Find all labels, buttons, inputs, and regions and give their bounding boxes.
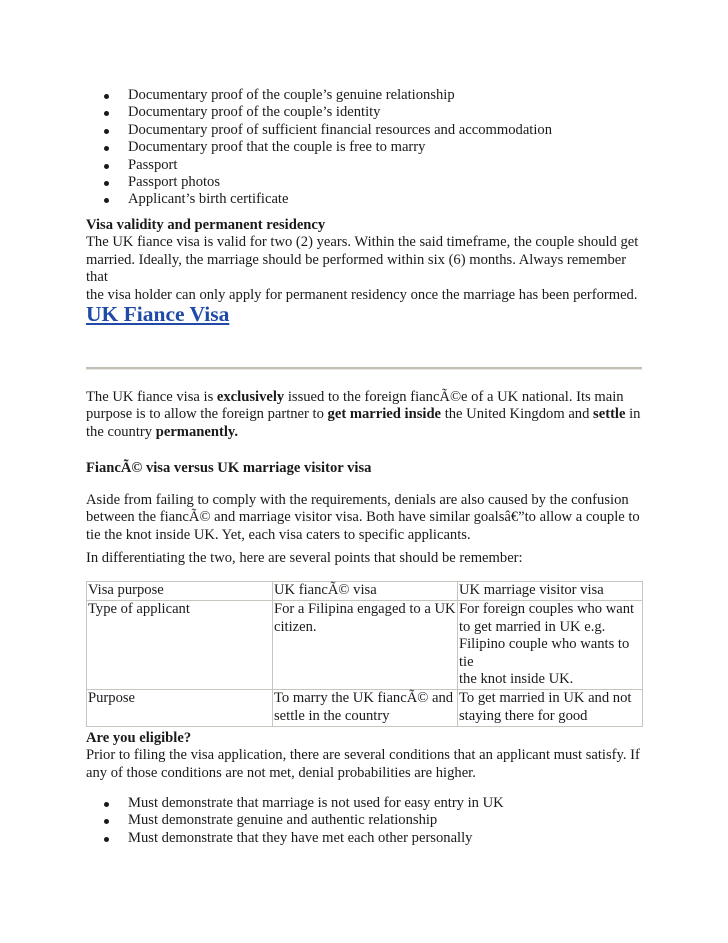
intro-line-1 [86, 389, 646, 406]
intro-line-3 [86, 424, 646, 441]
versus-line-2: between the fiancÃ© and marriage visitor visa. Both have similar goalsâ€”to allow a couple to [86, 509, 640, 526]
list-item: Passport [86, 157, 646, 174]
cell-line: To get married in UK and not [459, 690, 632, 707]
cell-line: the knot inside UK. [459, 671, 574, 688]
validity-heading: Visa validity and permanent residency [86, 217, 326, 233]
table-row [87, 690, 643, 727]
intro-emphasis: exclusively [216, 389, 285, 405]
differentiate-text: In differentiating the two, here are several points that should be remember: [86, 550, 523, 566]
validity-line-2: married. Ideally, the marriage should be performed within six (6) months. Always remember that [86, 251, 627, 286]
table-cell: Purpose [87, 690, 273, 727]
list-item: Passport photos [86, 174, 646, 191]
cell-line: For a Filipina engaged to a UK [274, 601, 456, 618]
list-item: Documentary proof of sufficient financial resources and accommodation [86, 122, 646, 139]
table-cell: Type of applicant [87, 601, 273, 690]
cell-line: For foreign couples who want [459, 601, 635, 618]
list-item: Must demonstrate that they have met each other personally [86, 830, 646, 847]
list-item: Must demonstrate genuine and authentic relationship [86, 812, 646, 829]
table-header-row [87, 582, 643, 601]
intro-text: the country [86, 423, 156, 440]
comparison-table [86, 581, 643, 727]
eligibility-line-2: any of those conditions are not met, denial probabilities are higher. [86, 764, 476, 781]
intro-text: issued to the foreign fiancÃ©e of a UK national. Its main [284, 389, 624, 405]
intro-line-2 [86, 406, 646, 423]
eligibility-line-1: Prior to filing the visa application, there are several conditions that an applicant must satisfy. If [86, 747, 640, 764]
intro-text: the United Kingdom and [441, 406, 594, 423]
cell-line: Filipino couple who wants to tie [459, 636, 630, 670]
intro-paragraph [86, 389, 646, 441]
table-cell [273, 690, 458, 727]
cell-line: To marry the UK fiancÃ© and [274, 690, 454, 707]
list-item: Documentary proof of the couple’s identity [86, 104, 646, 121]
versus-heading: FiancÃ© visa versus UK marriage visitor visa [86, 460, 372, 476]
versus-paragraph [86, 492, 646, 544]
cell-line: to get married in UK e.g. [459, 618, 606, 635]
eligibility-section [86, 730, 646, 782]
validity-line-3: the visa holder can only apply for permanent residency once the marriage has been performed. [86, 286, 638, 303]
requirements-list [86, 87, 646, 209]
cell-line: citizen. [274, 618, 317, 635]
intro-emphasis: settle [593, 406, 626, 423]
versus-line-1: Aside from failing to comply with the requirements, denials are also caused by the confusion [86, 492, 629, 508]
table-row [87, 601, 643, 690]
cell-line: settle in the country [274, 707, 390, 724]
table-cell [273, 601, 458, 690]
table-cell [458, 601, 643, 690]
intro-emphasis: permanently. [155, 423, 239, 440]
intro-text: purpose is to allow the foreign partner to [86, 406, 328, 423]
horizontal-divider [86, 367, 642, 370]
intro-text: in [625, 406, 641, 423]
list-item: Documentary proof that the couple is free to marry [86, 139, 646, 156]
validity-line-1: The UK fiance visa is valid for two (2) years. Within the said timeframe, the couple should get [86, 234, 639, 251]
versus-line-3: tie the knot inside UK. Yet, each visa caters to specific applicants. [86, 526, 471, 543]
eligibility-heading: Are you eligible? [86, 730, 192, 746]
validity-section [86, 217, 646, 304]
table-header-cell: UK fiancÃ© visa [273, 582, 458, 601]
intro-text: The UK fiance visa is [86, 389, 217, 405]
list-item: Must demonstrate that marriage is not used for easy entry in UK [86, 795, 646, 812]
list-item: Documentary proof of the couple’s genuine relationship [86, 87, 646, 104]
table-cell [458, 690, 643, 727]
intro-emphasis: get married inside [327, 406, 442, 423]
cell-line: staying there for good [459, 707, 588, 724]
uk-fiance-visa-link[interactable]: UK Fiance Visa [86, 302, 230, 326]
table-header-cell: Visa purpose [87, 582, 273, 601]
list-item: Applicant’s birth certificate [86, 191, 646, 208]
table-header-cell: UK marriage visitor visa [458, 582, 643, 601]
conditions-list [86, 795, 646, 847]
